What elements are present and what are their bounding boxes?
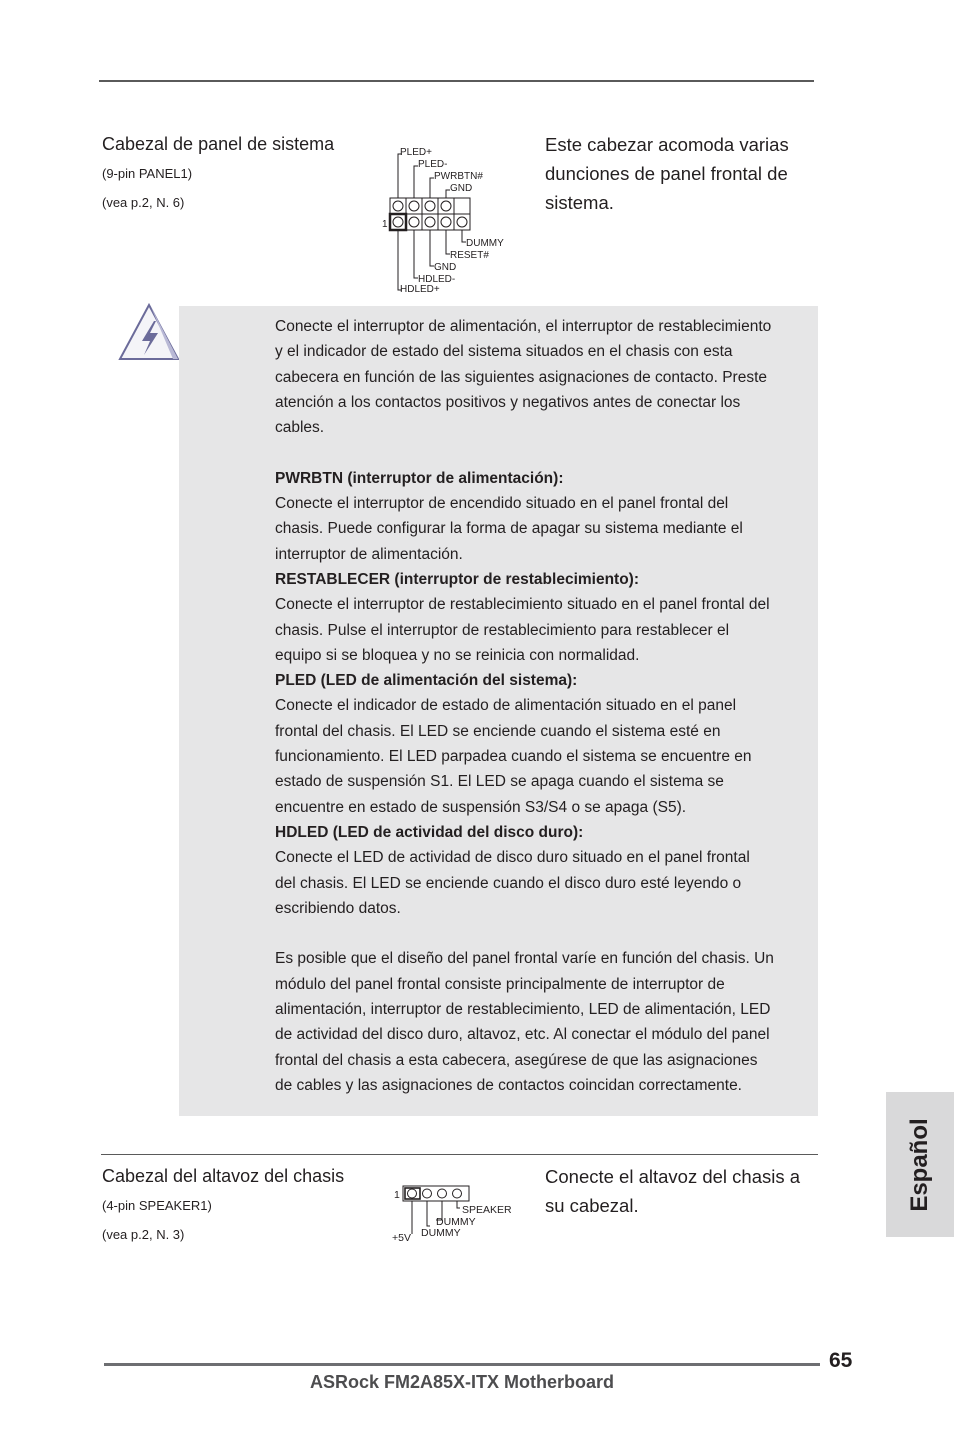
- section2-reference: (vea p.2, N. 3): [102, 1227, 185, 1242]
- section2-description: [545, 1162, 800, 1220]
- note-heading: HDLED (LED de actividad del disco duro):: [275, 823, 584, 841]
- note-line: equipo si se bloquea y no se reinicia con normalidad.: [275, 646, 640, 664]
- label-reset: RESET#: [450, 250, 489, 261]
- section2-title: Cabezal del altavoz del chasis: [102, 1166, 345, 1186]
- desc-line: Este cabezar acomoda varias: [545, 134, 789, 155]
- footer-rule: [104, 1363, 820, 1366]
- note-line: estado de suspensión S1. El LED se apaga cuando el sistema se: [275, 773, 724, 791]
- note-line: y el indicador de estado del sistema situados en el chasis con esta: [275, 343, 733, 361]
- note-line: de cables y las asignaciones de contactos coincidan correctamente.: [275, 1076, 742, 1094]
- language-tab-label: Español: [906, 1117, 933, 1212]
- language-tab: [886, 1092, 954, 1237]
- label-dummy-2: DUMMY: [421, 1227, 461, 1239]
- page-number: 65: [829, 1349, 853, 1372]
- note-heading: PWRBTN (interruptor de alimentación):: [275, 469, 564, 487]
- note-text: [275, 314, 820, 1098]
- label-pled-plus: PLED+: [400, 147, 432, 158]
- warning-triangle-lightning-icon: [118, 303, 180, 361]
- note-heading: PLED (LED de alimentación del sistema):: [275, 672, 578, 690]
- panel-header-diagram: [378, 142, 518, 294]
- note-line: funcionamiento. El LED parpadea cuando el sistema se encuentre en: [275, 748, 752, 766]
- desc-line: su cabezal.: [545, 1195, 639, 1216]
- note-line: cabecera en función de las siguientes asignaciones de contacto. Preste: [275, 368, 768, 386]
- label-hdled-plus: HDLED+: [400, 284, 440, 294]
- footer-title: ASRock FM2A85X-ITX Motherboard: [310, 1372, 615, 1392]
- section1-title: Cabezal de panel de sistema: [102, 134, 335, 154]
- section1-description: [545, 130, 789, 217]
- note-line: del chasis. El LED se enciende cuando el disco duro esté leyendo o: [275, 874, 742, 892]
- note-line: escribiendo datos.: [275, 899, 401, 917]
- section1-pin-info: (9-pin PANEL1): [102, 166, 193, 181]
- note-line: de actividad del disco duro, altavoz, etc. Al conectar el módulo del panel: [275, 1026, 770, 1044]
- label-plus5v: +5V: [392, 1232, 411, 1242]
- note-line: Conecte el interruptor de encendido situado en el panel frontal del: [275, 495, 729, 513]
- label-dummy: DUMMY: [466, 238, 504, 249]
- note-line: atención a los contactos positivos y negativos antes de conectar los: [275, 393, 741, 411]
- note-line: Conecte el indicador de estado de alimentación situado en el panel: [275, 697, 737, 715]
- label-pled-minus: PLED-: [418, 159, 448, 170]
- paragraph-gap: [275, 440, 820, 465]
- top-rule: [99, 80, 814, 82]
- note-line: Conecte el LED de actividad de disco duro situado en el panel frontal: [275, 849, 750, 867]
- note-line: chasis. Pulse el interruptor de restablecimiento para restablecer el: [275, 621, 730, 639]
- section2-pin-info: (4-pin SPEAKER1): [102, 1198, 212, 1213]
- note-line: chasis. Puede configurar la forma de apagar su sistema mediante el: [275, 520, 743, 538]
- label-hdled-minus: HDLED-: [418, 274, 456, 285]
- note-line: frontal del chasis a esta cabecera, asegúrese de que las asignaciones: [275, 1051, 758, 1069]
- desc-line: Conecte el altavoz del chasis a: [545, 1166, 801, 1187]
- note-heading: RESTABLECER (interruptor de restablecimiento):: [275, 570, 640, 588]
- note-line: cables.: [275, 419, 325, 437]
- section-divider: [101, 1154, 818, 1155]
- label-speaker: SPEAKER: [462, 1204, 512, 1216]
- note-line: interruptor de alimentación.: [275, 545, 463, 563]
- label-gnd-bottom: GND: [434, 262, 457, 273]
- label-dummy-1: DUMMY: [436, 1216, 476, 1228]
- speaker-pin1-marker: 1: [394, 1189, 400, 1201]
- note-line: encuentre en estado de suspensión S3/S4 o se apaga (S5).: [275, 798, 687, 816]
- section1-reference: (vea p.2, N. 6): [102, 195, 185, 210]
- note-line: Conecte el interruptor de alimentación, el interruptor de restablecimiento: [275, 318, 772, 335]
- label-gnd-top: GND: [450, 183, 473, 194]
- pin1-marker: 1: [382, 219, 388, 230]
- note-line: frontal del chasis. El LED se enciende cuando el sistema esté en: [275, 722, 721, 740]
- paragraph-gap: [275, 921, 820, 946]
- speaker-header-diagram: [390, 1180, 520, 1242]
- note-line: Conecte el interruptor de restablecimiento situado en el panel frontal del: [275, 596, 770, 614]
- label-pwrbtn: PWRBTN#: [434, 171, 483, 182]
- note-line: Es posible que el diseño del panel frontal varíe en función del chasis. Un: [275, 950, 774, 968]
- note-line: módulo del panel frontal consiste principalmente de interruptor de: [275, 975, 725, 993]
- note-line: alimentación, interruptor de restablecimiento, LED de alimentación, LED: [275, 1001, 771, 1019]
- desc-line: sistema.: [545, 192, 614, 213]
- desc-line: dunciones de panel frontal de: [545, 163, 788, 184]
